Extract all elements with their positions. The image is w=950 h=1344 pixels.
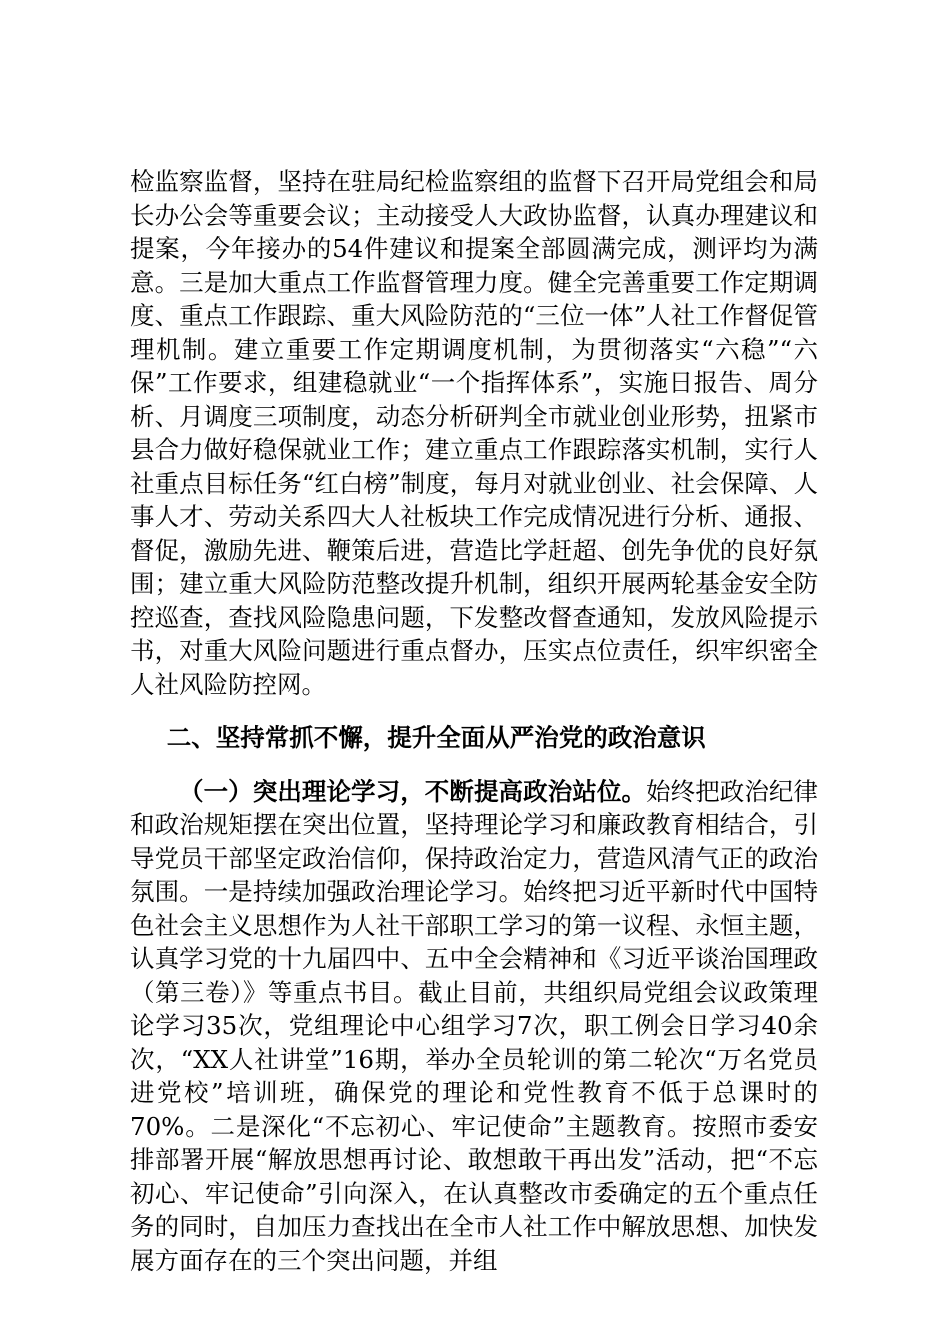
- body-paragraph: [130, 775, 818, 1278]
- paragraph-text: 始终把政治纪律和政治规矩摆在突出位置，坚持理论学习和廉政教育相结合，引导党员干部坚定政治信仰，保持政治定力，营造风清气正的政治氛围。一是持续加强政治理论学习。始终把习近平新时代中国特色社会主义思想作为人社干部职工学习的第一议程、永恒主题，认真学习党的十九届四中、五中全会精神和《习近平谈治国理政（第三卷）》等重点书目。截止目前，共组织局党组会议政策理论学习35次，党组理论中心组学习7次，职工例会日学习40余次，“XX人社讲堂”16期，举办全员轮训的第二轮次“万名党员进党校”培训班，确保党的理论和党性教育不低于总课时的70%。二是深化“不忘初心、牢记使命”主题教育。按照市委安排部署开展“解放思想再讨论、敢想敢干再出发”活动，把“不忘初心、牢记使命”引向深入，在认真整改市委确定的五个重点任务的同时，自加压力查找出在全市人社工作中解放思想、加快发展方面存在的三个突出问题，并组: [130, 776, 819, 1275]
- body-paragraph: 检监察监督，坚持在驻局纪检监察组的监督下召开局党组会和局长办公会等重要会议；主动接受人大政协监督，认真办理建议和提案，今年接办的54件建议和提案全部圆满完成，测评均为满意。三是加大重点工作监督管理力度。健全完善重要工作定期调度、重点工作跟踪、重大风险防范的“三位一体”人社工作督促管理机制。建立重要工作定期调度机制，为贯彻落实“六稳”“六保”工作要求，组建稳就业“一个指挥体系”，实施日报告、周分析、月调度三项制度，动态分析研判全市就业创业形势，扭紧市县合力做好稳保就业工作；建立重点工作跟踪落实机制，实行人社重点目标任务“红白榜”制度，每月对就业创业、社会保障、人事人才、劳动关系四大人社板块工作完成情况进行分析、通报、督促，激励先进、鞭策后进，营造比学赶超、创先争优的良好氛围；建立重大风险防范整改提升机制，组织开展两轮基金安全防控巡查，查找风险隐患问题，下发整改督查通知，发放风险提示书，对重大风险问题进行重点督办，压实点位责任，织牢织密全人社风险防控网。: [130, 167, 818, 699]
- subsection-title: （一）突出理论学习，不断提高政治站位。: [179, 776, 647, 806]
- section-heading: 二、坚持常抓不懈，提升全面从严治党的政治意识: [166, 723, 706, 752]
- document-page: [130, 165, 818, 1277]
